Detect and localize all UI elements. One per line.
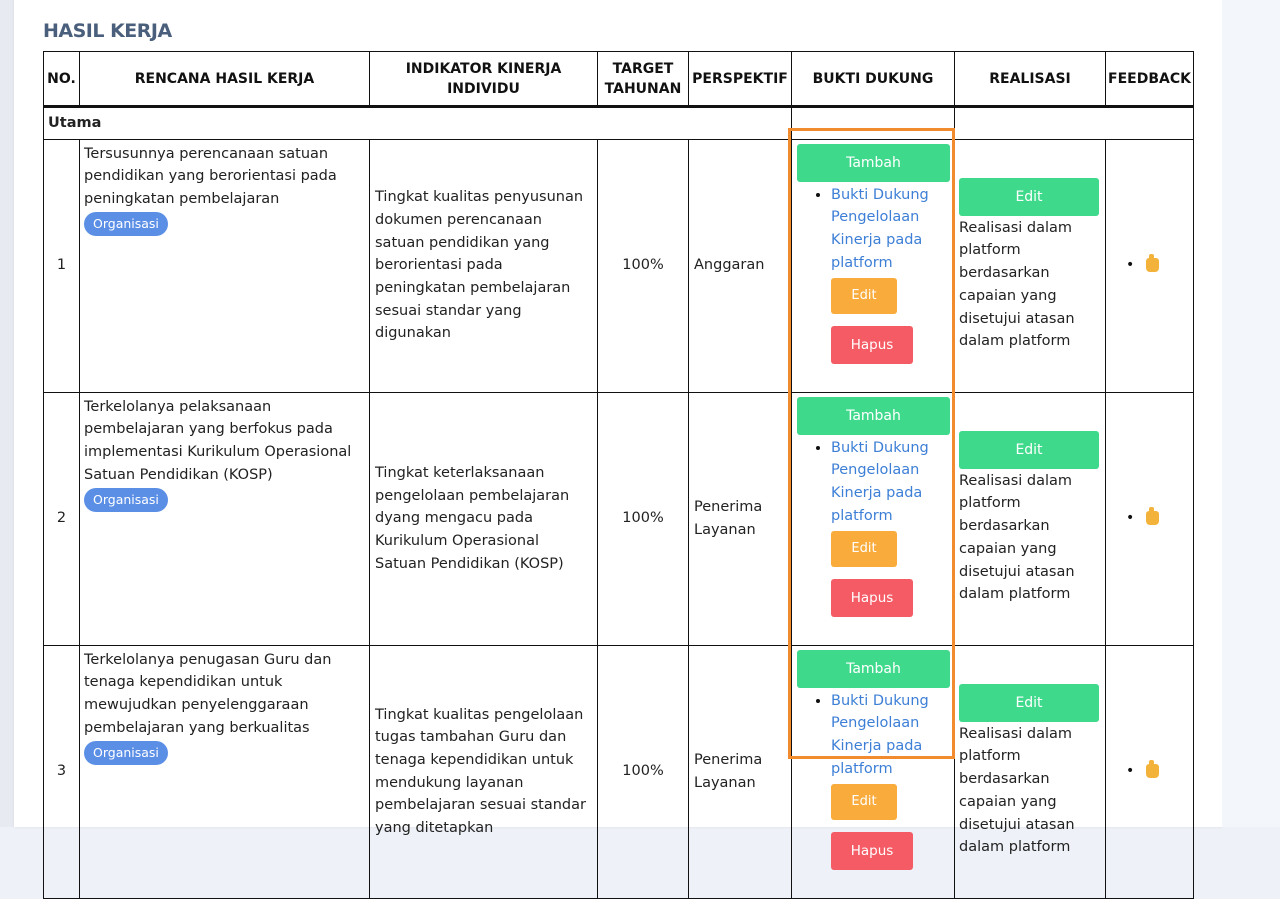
bullet: •	[1126, 257, 1135, 274]
header-feedback: FEEDBACK	[1106, 52, 1194, 107]
bukti-dukung-cell	[792, 645, 955, 898]
bukti-list	[797, 690, 949, 781]
rhk-text: Terkelolanya pelaksanaan pembelajaran yang berfokus pada implementasi Kurikulum Operasional Satuan Pendidikan (KOSP)	[84, 398, 352, 483]
realisasi-cell	[955, 139, 1106, 392]
table-row	[44, 392, 1194, 645]
edit-realisasi-button[interactable]: Edit	[959, 431, 1099, 469]
table-header-row	[44, 52, 1194, 107]
header-target: TARGET TAHUNAN	[598, 52, 689, 107]
rhk-cell	[80, 392, 370, 645]
row-number: 1	[44, 139, 80, 392]
bukti-dukung-cell	[792, 392, 955, 645]
bukti-list	[797, 184, 949, 275]
target-value: 100%	[598, 139, 689, 392]
header-indikator: INDIKATOR KINERJA INDIVIDU	[370, 52, 598, 107]
thumbs-up-icon[interactable]	[1146, 258, 1159, 272]
organisasi-badge: Organisasi	[84, 488, 168, 512]
perspektif-value: Penerima Layanan	[689, 645, 792, 898]
realisasi-text: Realisasi dalam platform berdasarkan capaian yang disetujui atasan dalam platform	[959, 472, 1075, 603]
bukti-dukung-link[interactable]: Bukti Dukung Pengelolaan Kinerja pada platform	[831, 439, 929, 524]
hapus-button[interactable]: Hapus	[831, 579, 913, 617]
indikator-text: Tingkat kualitas pengelolaan tugas tambahan Guru dan tenaga kependidikan untuk mendukung layanan pembelajaran sesuai standar yang ditetapkan	[370, 645, 598, 898]
tambah-button[interactable]: Tambah	[797, 144, 950, 182]
row-number: 3	[44, 645, 80, 898]
perspektif-value: Penerima Layanan	[689, 392, 792, 645]
page-title: HASIL KERJA	[43, 20, 172, 42]
header-perspektif: PERSPEKTIF	[689, 52, 792, 107]
bullet: •	[1126, 510, 1135, 527]
bukti-list	[797, 437, 949, 528]
list-item	[831, 437, 949, 528]
thumbs-up-icon[interactable]	[1146, 764, 1159, 778]
organisasi-badge: Organisasi	[84, 212, 168, 236]
organisasi-badge: Organisasi	[84, 741, 168, 765]
header-no: NO.	[44, 52, 80, 107]
header-bukti: BUKTI DUKUNG	[792, 52, 955, 107]
edit-bukti-button[interactable]: Edit	[831, 784, 897, 820]
rhk-cell	[80, 139, 370, 392]
table-row	[44, 139, 1194, 392]
feedback-cell	[1106, 139, 1194, 392]
right-background	[1222, 0, 1280, 827]
header-realisasi: REALISASI	[955, 52, 1106, 107]
hapus-button[interactable]: Hapus	[831, 326, 913, 364]
row-number: 2	[44, 392, 80, 645]
thumbs-up-icon[interactable]	[1146, 511, 1159, 525]
rhk-text: Terkelolanya penugasan Guru dan tenaga kependidikan untuk mewujudkan penyelenggaraan pembelajaran yang berkualitas	[84, 651, 332, 736]
indikator-text: Tingkat keterlaksanaan pengelolaan pembelajaran dyang mengacu pada Kurikulum Operasional Satuan Pendidikan (KOSP)	[370, 392, 598, 645]
feedback-cell	[1106, 645, 1194, 898]
realisasi-text: Realisasi dalam platform berdasarkan capaian yang disetujui atasan dalam platform	[959, 725, 1075, 856]
list-item	[831, 184, 949, 275]
group-row	[44, 107, 1194, 140]
bukti-dukung-link[interactable]: Bukti Dukung Pengelolaan Kinerja pada platform	[831, 692, 929, 777]
bukti-dukung-cell	[792, 139, 955, 392]
edit-realisasi-button[interactable]: Edit	[959, 178, 1099, 216]
bullet: •	[1126, 763, 1135, 780]
hasil-kerja-table	[43, 51, 1194, 899]
tambah-button[interactable]: Tambah	[797, 397, 950, 435]
rhk-cell	[80, 645, 370, 898]
group-label: Utama	[44, 107, 792, 140]
edit-bukti-button[interactable]: Edit	[831, 278, 897, 314]
edit-realisasi-button[interactable]: Edit	[959, 684, 1099, 722]
perspektif-value: Anggaran	[689, 139, 792, 392]
group-spacer	[955, 107, 1194, 140]
rhk-text: Tersusunnya perencanaan satuan pendidikan yang berorientasi pada peningkatan pembelajaran	[84, 145, 337, 208]
bukti-dukung-link[interactable]: Bukti Dukung Pengelolaan Kinerja pada platform	[831, 186, 929, 271]
edit-bukti-button[interactable]: Edit	[831, 531, 897, 567]
hapus-button[interactable]: Hapus	[831, 832, 913, 870]
realisasi-cell	[955, 645, 1106, 898]
header-rhk: RENCANA HASIL KERJA	[80, 52, 370, 107]
realisasi-cell	[955, 392, 1106, 645]
target-value: 100%	[598, 392, 689, 645]
indikator-text: Tingkat kualitas penyusunan dokumen perencanaan satuan pendidikan yang berorientasi pada peningkatan pembelajaran sesuai standar yang digunakan	[370, 139, 598, 392]
group-spacer-bukti	[792, 107, 955, 140]
tambah-button[interactable]: Tambah	[797, 650, 950, 688]
left-gutter	[0, 0, 14, 827]
list-item	[831, 690, 949, 781]
realisasi-text: Realisasi dalam platform berdasarkan capaian yang disetujui atasan dalam platform	[959, 219, 1075, 350]
table-row	[44, 645, 1194, 898]
target-value: 100%	[598, 645, 689, 898]
feedback-cell	[1106, 392, 1194, 645]
